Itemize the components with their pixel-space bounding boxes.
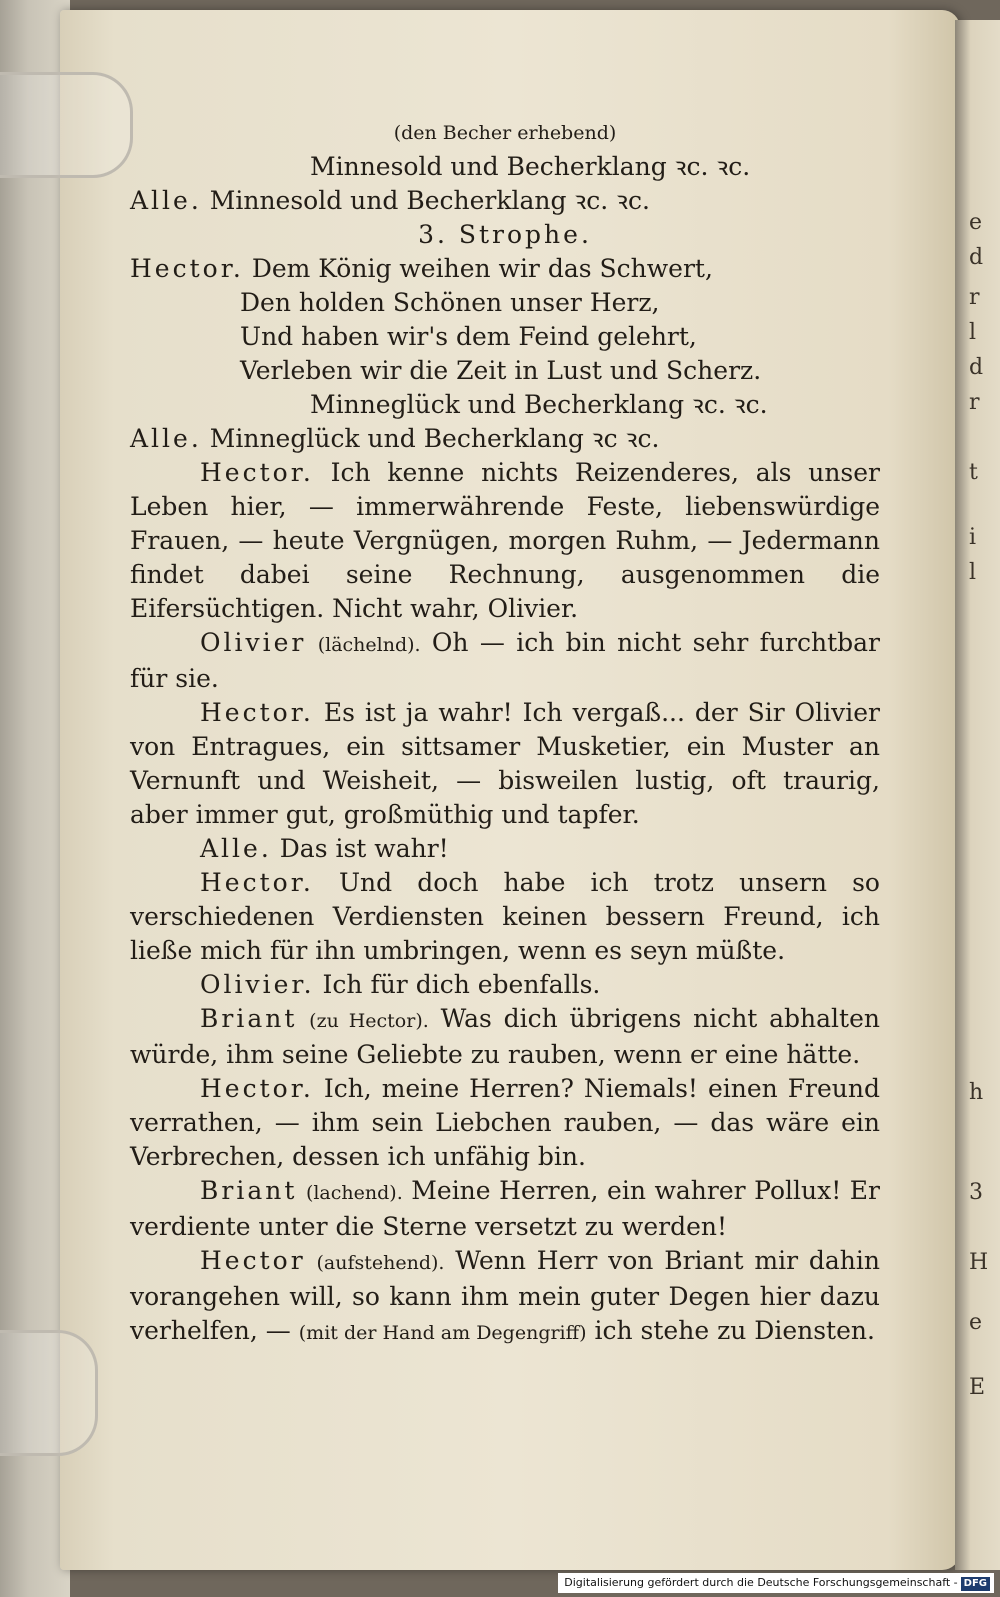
margin-letter: e: [969, 1310, 983, 1335]
margin-letter: l: [969, 560, 977, 585]
dialogue-paragraph: [130, 1244, 880, 1350]
dialogue-paragraph: [130, 866, 880, 968]
dialogue-text: Es ist ja wahr! Ich vergaß... der Sir Olivier von Entragues, ein sittsamer Musketier, ein Muster an Vernunft und Weisheit, — bisweilen lustig, oft traurig, aber immer gut, großmüthig und tapfer.: [130, 698, 880, 829]
digitization-credit: [558, 1573, 994, 1593]
dialogue-paragraph: [130, 832, 880, 866]
verse-text: Dem König weihen wir das Schwert,: [251, 254, 713, 283]
speaker-name: Briant: [200, 1176, 298, 1205]
dialogue-paragraph: [130, 456, 880, 626]
dialogue-text: Ich für dich ebenfalls.: [322, 970, 601, 999]
next-page-edge: [955, 20, 1000, 1570]
dialogue-text: ich stehe zu Diensten.: [594, 1316, 875, 1345]
page-text: [130, 116, 880, 1350]
stage-direction: (mit der Hand am Degengriff): [298, 1322, 587, 1344]
dialogue-paragraph: [130, 1072, 880, 1174]
speaker-name: Hector: [200, 1246, 306, 1275]
margin-letter: d: [969, 355, 984, 380]
speaker-name: Hector.: [200, 698, 314, 727]
page-clip-top: [0, 72, 133, 178]
verse-line: [130, 184, 880, 218]
speaker-name: Briant: [200, 1004, 298, 1033]
stage-direction: (zu Hector).: [309, 1010, 429, 1032]
dialogue-paragraph: [130, 1002, 880, 1072]
margin-letter: r: [969, 390, 980, 415]
dfg-logo: DFG: [961, 1577, 990, 1591]
dialogue-text: Meine Herren, ein wahrer Pollux! Er verdiente unter die Sterne versetzt zu werden!: [130, 1176, 880, 1241]
speaker-name: Olivier: [200, 628, 307, 657]
dialogue-paragraph: [130, 626, 880, 696]
margin-letter: d: [969, 245, 984, 270]
dialogue-text: Und doch habe ich trotz unsern so verschiedenen Verdiensten keinen bessern Freund, ich ließe mich für ihn umbringen, wenn es seyn müßte.: [130, 868, 880, 965]
margin-letter: E: [969, 1375, 986, 1400]
dialogue-paragraph: [130, 1174, 880, 1244]
credit-text: Digitalisierung gefördert durch die Deutsche Forschungsgemeinschaft -: [564, 1576, 958, 1589]
verse-line: Den holden Schönen unser Herz,: [240, 288, 660, 317]
dialogue-text: Wenn Herr von Briant mir dahin vorangehen will, so kann ihm mein guter Degen hier dazu verhelfen, —: [130, 1246, 880, 1345]
speaker-name: Hector.: [200, 1074, 314, 1103]
stage-direction: (lachend).: [305, 1182, 403, 1204]
speaker-name: Hector.: [200, 868, 314, 897]
speaker-name: Alle.: [130, 424, 202, 453]
speaker-name: Hector.: [200, 458, 314, 487]
speaker-name: Olivier.: [200, 970, 315, 999]
dialogue-paragraph: [130, 968, 880, 1002]
stage-direction: (den Becher erhebend): [393, 122, 617, 144]
dialogue-text: Ich kenne nichts Reizenderes, als unser Leben hier, — immerwährende Feste, liebenswürdige Frauen, — heute Vergnügen, morgen Ruhm, — Jedermann findet dabei seine Rechnung, ausgenommen die Eifersüchtigen. Nicht wahr, Olivier.: [130, 458, 880, 623]
stage-direction: (lächelnd).: [317, 634, 421, 656]
margin-letter: 3: [969, 1180, 983, 1205]
margin-letter: h: [969, 1080, 984, 1105]
dialogue-text: Das ist wahr!: [279, 834, 449, 863]
stage-direction: (aufstehend).: [316, 1252, 445, 1274]
margin-letter: l: [969, 320, 977, 345]
dialogue-text: Ich, meine Herren? Niemals! einen Freund verrathen, — ihm sein Liebchen rauben, — das wäre ein Verbrechen, dessen ich unfähig bin.: [130, 1074, 880, 1171]
verse-line: [130, 252, 880, 286]
verse-text: Minneglück und Becherklang ꝛc ꝛc.: [209, 424, 660, 453]
margin-letter: r: [969, 285, 980, 310]
verse-text: Minnesold und Becherklang ꝛc. ꝛc.: [209, 186, 650, 215]
verse-line: Und haben wir's dem Feind gelehrt,: [240, 322, 697, 351]
speaker-name: Hector.: [130, 254, 244, 283]
margin-letter: i: [969, 525, 977, 550]
verse-line: Verleben wir die Zeit in Lust und Scherz.: [240, 356, 762, 385]
margin-letter: e: [969, 210, 983, 235]
speaker-name: Alle.: [130, 186, 202, 215]
page-clip-bottom: [0, 1330, 98, 1456]
dialogue-text: Oh — ich bin nicht sehr furchtbar für sie.: [130, 628, 880, 693]
margin-letter: H: [969, 1250, 989, 1275]
verse-line: Minnesold und Becherklang ꝛc. ꝛc.: [310, 152, 751, 181]
verse-line: [130, 422, 880, 456]
verse-line: Minneglück und Becherklang ꝛc. ꝛc.: [310, 390, 768, 419]
margin-letter: t: [969, 460, 978, 485]
dialogue-text: Was dich übrigens nicht abhalten würde, ihm seine Geliebte zu rauben, wenn er eine hätte.: [130, 1004, 880, 1069]
speaker-name: Alle.: [200, 834, 272, 863]
dialogue-paragraph: [130, 696, 880, 832]
strophe-heading: 3. Strophe.: [418, 220, 592, 249]
